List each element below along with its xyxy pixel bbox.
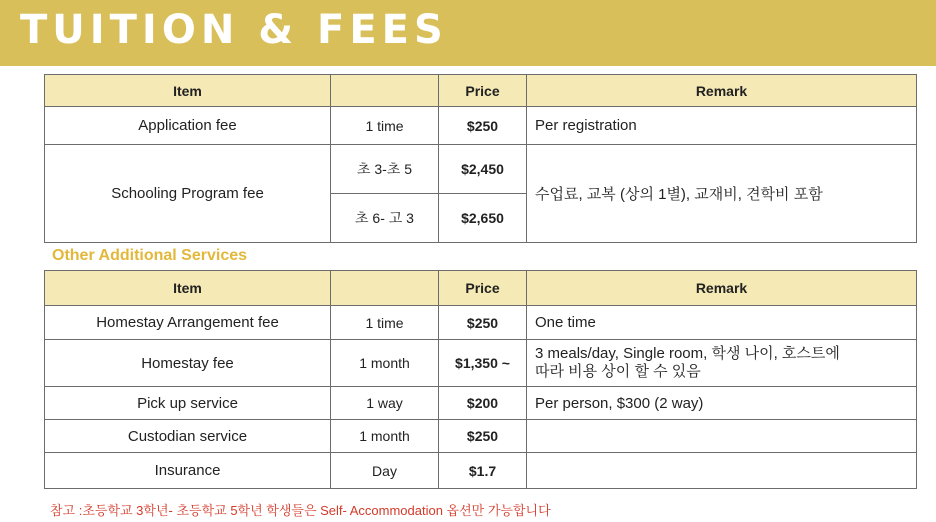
- unit-cell: Day: [331, 453, 439, 489]
- header-price: Price: [439, 271, 527, 306]
- remark-cell: [527, 340, 917, 387]
- remark-cell: One time: [527, 306, 917, 340]
- price-cell: $200: [439, 387, 527, 420]
- item-cell: Insurance: [45, 453, 331, 489]
- header-remark: Remark: [527, 271, 917, 306]
- remark-cell: Per registration: [527, 107, 917, 145]
- header-price: Price: [439, 75, 527, 107]
- price-cell: $250: [439, 420, 527, 453]
- header-item: Item: [45, 75, 331, 107]
- item-cell: Pick up service: [45, 387, 331, 420]
- table-row: [45, 107, 917, 145]
- unit-cell: 초 3-초 5: [331, 145, 439, 194]
- title-banner: [0, 0, 936, 66]
- table-row: [45, 453, 917, 489]
- footnote: 참고 :초등학교 3학년- 초등학교 5학년 학생들은 Self- Accommodation 옵션만 가능합니다: [50, 503, 551, 518]
- unit-cell: 1 month: [331, 420, 439, 453]
- remark-cell: 수업료, 교복 (상의 1별), 교재비, 견학비 포함: [527, 145, 917, 243]
- page-title: TUITION & FEES: [20, 7, 448, 53]
- remark-line: 따라 비용 상이 할 수 있음: [535, 363, 701, 380]
- unit-cell: 1 time: [331, 306, 439, 340]
- table-row: [45, 420, 917, 453]
- remark-cell: [527, 420, 917, 453]
- item-cell: Homestay Arrangement fee: [45, 306, 331, 340]
- remark-cell: Per person, $300 (2 way): [527, 387, 917, 420]
- item-cell: Schooling Program fee: [45, 145, 331, 243]
- price-cell: $2,450: [439, 145, 527, 194]
- item-cell: Application fee: [45, 107, 331, 145]
- table-row: [45, 145, 917, 194]
- header-remark: Remark: [527, 75, 917, 107]
- additional-services-table: [44, 270, 917, 489]
- table-row: [45, 387, 917, 420]
- table-header-row: [45, 75, 917, 107]
- table-row: [45, 306, 917, 340]
- price-cell: $250: [439, 306, 527, 340]
- item-cell: Custodian service: [45, 420, 331, 453]
- unit-cell: 1 way: [331, 387, 439, 420]
- remark-line: 3 meals/day, Single room, 학생 나이, 호스트에: [535, 345, 840, 362]
- unit-cell: 초 6- 고 3: [331, 194, 439, 243]
- section-title-additional-services: Other Additional Services: [52, 247, 248, 264]
- tuition-table: [44, 74, 917, 243]
- item-cell: Homestay fee: [45, 340, 331, 387]
- header-unit: [331, 75, 439, 107]
- table-row: [45, 340, 917, 387]
- price-cell: $1,350 ~: [439, 340, 527, 387]
- price-cell: $250: [439, 107, 527, 145]
- price-cell: $2,650: [439, 194, 527, 243]
- unit-cell: 1 time: [331, 107, 439, 145]
- unit-cell: 1 month: [331, 340, 439, 387]
- remark-cell: [527, 453, 917, 489]
- price-cell: $1.7: [439, 453, 527, 489]
- table-header-row: [45, 271, 917, 306]
- header-unit: [331, 271, 439, 306]
- header-item: Item: [45, 271, 331, 306]
